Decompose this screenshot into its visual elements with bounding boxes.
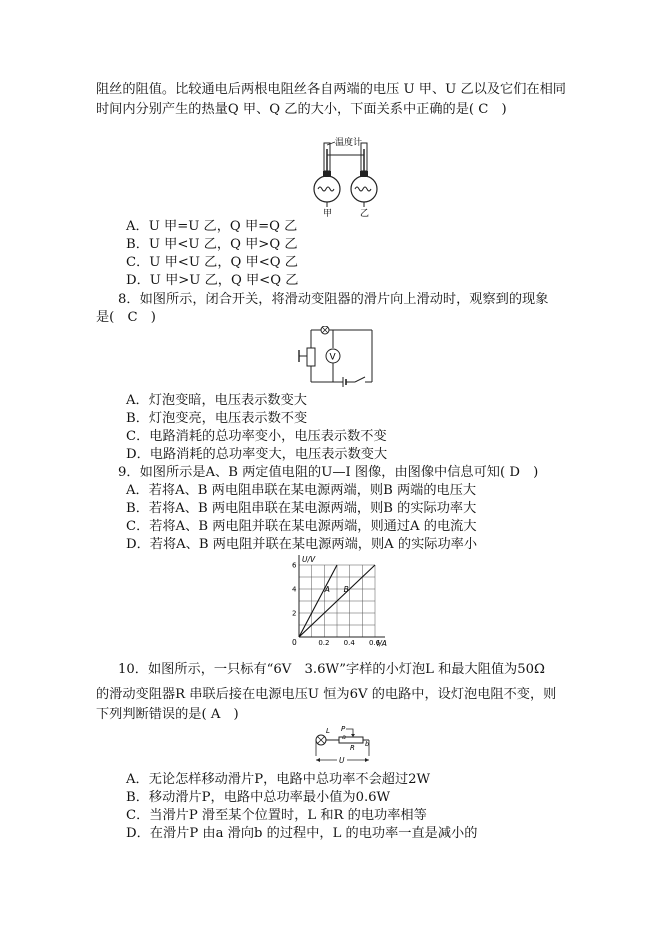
chart-ylabel: U/V	[302, 555, 316, 564]
y-tick-label: 6	[292, 561, 297, 570]
q10-option-b: B．移动滑片P，电路中总功率最小值为0.6W	[126, 790, 391, 805]
intro-line-2: 时间内分别产生的热量Q 甲、Q 乙的大小，下面关系中正确的是( C )	[96, 102, 507, 117]
flask-left-label: 甲	[323, 209, 333, 217]
q10-circuit-figure	[313, 724, 375, 770]
q8-option-a: A．灯泡变暗，电压表示数变大	[126, 393, 307, 408]
x-tick-label: 0.2	[318, 639, 330, 647]
x-tick-label: 0.6	[369, 639, 381, 647]
ui-chart	[285, 553, 395, 648]
q10-option-d: D．在滑片P 由a 滑向b 的过程中，L 的电功率一直是减小的	[126, 826, 478, 841]
thermometer-label: 温度计	[335, 138, 363, 148]
flask-right-label: 乙	[360, 209, 370, 217]
q7-option-d: D．U 甲>U 乙，Q 甲<Q 乙	[126, 273, 299, 288]
q8-option-c: C．电路消耗的总功率变小，电压表示数不变	[126, 429, 387, 444]
q10-stem-1: 10．如图所示，一只标有“6V 3.6W”字样的小灯泡L 和最大阻值为50Ω	[118, 662, 545, 677]
q8-stem-1: 8．如图所示，闭合开关，将滑动变阻器的滑片向上滑动时，观察到的现象	[118, 292, 549, 307]
q8-option-d: D．电路消耗的总功率变大，电压表示数变大	[126, 447, 388, 462]
y-tick-label: 2	[292, 609, 297, 618]
voltage-label: U	[339, 756, 345, 765]
q9-option-d: D．若将A、B 两电阻并联在某电源两端，则A 的实际功率小	[126, 537, 478, 552]
q9-option-a: A．若将A、B 两电阻串联在某电源两端，则B 两端的电压大	[126, 483, 477, 498]
flask-right	[351, 176, 377, 202]
lamp-label: L	[326, 727, 330, 735]
chart-origin-label: 0	[292, 638, 297, 647]
rheostat-icon	[307, 348, 315, 366]
q9-option-c: C．若将A、B 两电阻并联在某电源两端，则通过A 的电流大	[126, 519, 477, 534]
x-tick-label: 0.4	[343, 639, 355, 647]
q10-option-a: A．无论怎样移动滑片P，电路中总功率不会超过2W	[126, 772, 431, 787]
thermometer-figure	[305, 135, 391, 217]
q10-option-c: C．当滑片P 滑至某个位置时，L 和R 的电功率相等	[126, 808, 427, 823]
slider-label: P	[341, 725, 346, 733]
end-b-label: b	[365, 740, 370, 748]
q8-option-b: B．灯泡变亮，电压表示数不变	[126, 411, 308, 426]
q10-stem-3: 下列判断错误的是( A )	[96, 707, 239, 722]
q8-stem-2: 是( C )	[96, 310, 156, 325]
rheostat-label: R	[350, 744, 355, 752]
intro-line-1: 阻丝的阻值。比较通电后两根电阻丝各自两端的电压 U 甲、U 乙以及它们在相同	[96, 82, 566, 97]
q7-option-a: A．U 甲=U 乙，Q 甲=Q 乙	[126, 219, 298, 234]
q8-circuit-figure	[293, 326, 377, 390]
chart-xlabel: I/A	[377, 639, 387, 648]
q7-option-c: C．U 甲<U 乙，Q 甲<Q 乙	[126, 255, 298, 270]
q9-option-b: B．若将A、B 两电阻串联在某电源两端，则B 的实际功率大	[126, 501, 477, 516]
q7-option-b: B．U 甲<U 乙，Q 甲>Q 乙	[126, 237, 298, 252]
y-tick-label: 4	[292, 585, 297, 594]
switch-icon	[355, 377, 365, 382]
series-label-A: A	[324, 584, 330, 594]
end-a-label: a	[342, 733, 346, 741]
voltmeter-label: V	[329, 352, 336, 363]
q10-stem-2: 的滑动变阻器R 串联后接在电源电压U 恒为6V 的电路中，设灯泡电阻不变，则	[96, 687, 557, 702]
q9-stem: 9．如图所示是A、B 两定值电阻的U—I 图像，由图像中信息可知( D )	[118, 465, 539, 480]
series-label-B: B	[343, 584, 349, 594]
flask-left	[314, 176, 340, 202]
